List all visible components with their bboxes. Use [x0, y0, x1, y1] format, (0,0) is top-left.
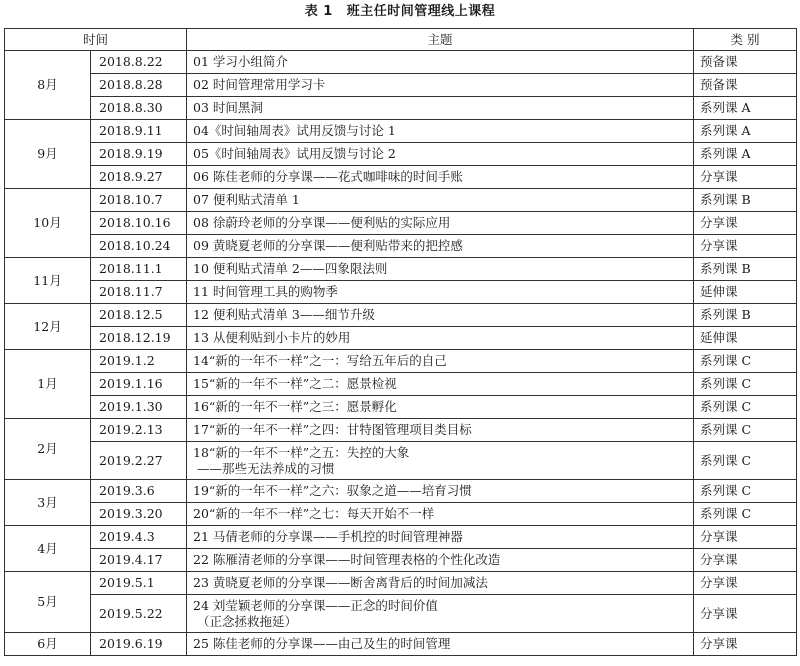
date-cell: 2019.2.13 — [91, 419, 187, 442]
table-row — [5, 281, 797, 304]
category-cell: 系列课 C — [694, 442, 797, 480]
category-cell: 系列课 B — [694, 304, 797, 327]
topic-text: 14“新的一年不一样”之一：写给五年后的自己 — [193, 353, 447, 368]
header-category: 类 别 — [694, 29, 797, 51]
topic-cell — [187, 212, 694, 235]
topic-text: 10 便利贴式清单 2——四象限法则 — [193, 261, 388, 276]
topic-text: 15“新的一年不一样”之二：愿景检视 — [193, 376, 397, 391]
month-cell: 3月 — [5, 480, 91, 526]
topic-text: 12 便利贴式清单 3——细节升级 — [193, 307, 375, 322]
date-cell: 2018.11.1 — [91, 258, 187, 281]
category-cell: 分享课 — [694, 526, 797, 549]
date-cell: 2018.8.22 — [91, 51, 187, 74]
topic-text: 25 陈佳老师的分享课——由己及生的时间管理 — [193, 636, 451, 651]
table-row — [5, 350, 797, 373]
topic-cell — [187, 526, 694, 549]
category-cell: 系列课 C — [694, 419, 797, 442]
topic-text: 04《时间轴周表》试用反馈与讨论 1 — [193, 123, 396, 138]
category-cell: 系列课 C — [694, 396, 797, 419]
header-row — [5, 29, 797, 51]
category-cell: 预备课 — [694, 74, 797, 97]
table-row — [5, 442, 797, 480]
category-cell: 系列课 B — [694, 258, 797, 281]
date-cell: 2019.5.22 — [91, 595, 187, 633]
category-cell: 分享课 — [694, 212, 797, 235]
topic-cell — [187, 281, 694, 304]
category-cell: 系列课 A — [694, 143, 797, 166]
topic-text: 13 从便利贴到小卡片的妙用 — [193, 330, 351, 345]
date-cell: 2018.8.30 — [91, 97, 187, 120]
date-cell: 2019.3.20 — [91, 503, 187, 526]
category-cell: 分享课 — [694, 572, 797, 595]
month-cell: 9月 — [5, 120, 91, 189]
category-cell: 分享课 — [694, 549, 797, 572]
topic-text: 02 时间管理常用学习卡 — [193, 77, 326, 92]
category-cell: 系列课 B — [694, 189, 797, 212]
month-cell: 5月 — [5, 572, 91, 633]
table-row — [5, 572, 797, 595]
topic-cell — [187, 143, 694, 166]
topic-text-line2: ——那些无法养成的习惯 — [197, 460, 335, 476]
table-row — [5, 74, 797, 97]
topic-text: 19“新的一年不一样”之六：驭象之道——培育习惯 — [193, 483, 472, 498]
date-cell: 2019.5.1 — [91, 572, 187, 595]
topic-cell — [187, 595, 694, 633]
category-cell: 系列课 C — [694, 503, 797, 526]
topic-cell — [187, 503, 694, 526]
category-cell: 系列课 C — [694, 373, 797, 396]
month-cell: 2月 — [5, 419, 91, 480]
topic-text: 22 陈雁清老师的分享课——时间管理表格的个性化改造 — [193, 552, 501, 567]
table-row — [5, 503, 797, 526]
date-cell: 2019.1.16 — [91, 373, 187, 396]
category-cell: 延伸课 — [694, 281, 797, 304]
topic-text: 03 时间黑洞 — [193, 100, 263, 115]
topic-text: 24 刘莹颖老师的分享课——正念的时间价值 — [193, 597, 438, 613]
month-cell: 12月 — [5, 304, 91, 350]
table-row — [5, 97, 797, 120]
month-cell: 11月 — [5, 258, 91, 304]
topic-cell — [187, 235, 694, 258]
table-row — [5, 419, 797, 442]
topic-cell — [187, 51, 694, 74]
date-cell: 2018.10.16 — [91, 212, 187, 235]
topic-cell — [187, 258, 694, 281]
date-cell: 2019.1.30 — [91, 396, 187, 419]
date-cell: 2018.8.28 — [91, 74, 187, 97]
date-cell: 2018.12.19 — [91, 327, 187, 350]
date-cell: 2019.2.27 — [91, 442, 187, 480]
table-caption — [0, 0, 800, 24]
month-cell: 8月 — [5, 51, 91, 120]
date-cell: 2019.4.17 — [91, 549, 187, 572]
table-row — [5, 258, 797, 281]
category-cell: 预备课 — [694, 51, 797, 74]
header-time: 时间 — [5, 29, 187, 51]
topic-cell — [187, 74, 694, 97]
topic-cell — [187, 442, 694, 480]
topic-cell — [187, 373, 694, 396]
category-cell: 分享课 — [694, 235, 797, 258]
category-cell: 分享课 — [694, 633, 797, 656]
topic-cell — [187, 166, 694, 189]
category-cell: 系列课 C — [694, 350, 797, 373]
topic-text: 05《时间轴周表》试用反馈与讨论 2 — [193, 146, 396, 161]
topic-text: 07 便利贴式清单 1 — [193, 192, 300, 207]
topic-cell — [187, 304, 694, 327]
table-row — [5, 212, 797, 235]
topic-cell — [187, 97, 694, 120]
topic-cell — [187, 350, 694, 373]
month-cell: 6月 — [5, 633, 91, 656]
category-cell: 延伸课 — [694, 327, 797, 350]
category-cell: 系列课 A — [694, 97, 797, 120]
topic-cell — [187, 633, 694, 656]
topic-cell — [187, 396, 694, 419]
date-cell: 2019.3.6 — [91, 480, 187, 503]
table-row — [5, 327, 797, 350]
topic-text: 18“新的一年不一样”之五：失控的大象 — [193, 444, 410, 460]
topic-text: 11 时间管理工具的购物季 — [193, 284, 338, 299]
topic-text: 06 陈佳老师的分享课——花式咖啡味的时间手账 — [193, 169, 463, 184]
topic-cell — [187, 549, 694, 572]
header-topic: 主题 — [187, 29, 694, 51]
month-cell: 4月 — [5, 526, 91, 572]
date-cell: 2019.6.19 — [91, 633, 187, 656]
topic-text: 09 黄晓夏老师的分享课——便利贴带来的把控感 — [193, 238, 463, 253]
month-cell: 1月 — [5, 350, 91, 419]
table-row — [5, 51, 797, 74]
topic-text-line2: （正念拯救拖延） — [197, 613, 298, 629]
category-cell: 分享课 — [694, 595, 797, 633]
category-cell: 系列课 A — [694, 120, 797, 143]
topic-cell — [187, 189, 694, 212]
date-cell: 2018.12.5 — [91, 304, 187, 327]
month-cell: 10月 — [5, 189, 91, 258]
date-cell: 2019.1.2 — [91, 350, 187, 373]
table-row — [5, 304, 797, 327]
table-row — [5, 633, 797, 656]
table-row — [5, 373, 797, 396]
topic-text: 23 黄晓夏老师的分享课——断舍离背后的时间加减法 — [193, 575, 488, 590]
table-row — [5, 235, 797, 258]
table-row — [5, 549, 797, 572]
date-cell: 2018.9.19 — [91, 143, 187, 166]
date-cell: 2018.10.24 — [91, 235, 187, 258]
table-row — [5, 396, 797, 419]
table-row — [5, 120, 797, 143]
date-cell: 2018.10.7 — [91, 189, 187, 212]
topic-text: 16“新的一年不一样”之三：愿景孵化 — [193, 399, 397, 414]
topic-cell — [187, 327, 694, 350]
table-row — [5, 143, 797, 166]
table-row — [5, 166, 797, 189]
topic-cell — [187, 419, 694, 442]
table-title: 班主任时间管理线上课程 — [346, 4, 496, 19]
table-body — [5, 51, 797, 656]
table-row — [5, 526, 797, 549]
table-row — [5, 595, 797, 633]
date-cell: 2018.9.11 — [91, 120, 187, 143]
date-cell: 2018.9.27 — [91, 166, 187, 189]
topic-cell — [187, 480, 694, 503]
topic-text: 01 学习小组简介 — [193, 54, 288, 69]
table-number: 表 1 — [304, 4, 333, 19]
topic-cell — [187, 572, 694, 595]
topic-text: 08 徐蔚玲老师的分享课——便利贴的实际应用 — [193, 215, 451, 230]
topic-text: 17“新的一年不一样”之四：甘特图管理项目类目标 — [193, 422, 472, 437]
topic-cell — [187, 120, 694, 143]
course-table — [4, 28, 797, 656]
table-row — [5, 480, 797, 503]
date-cell: 2019.4.3 — [91, 526, 187, 549]
category-cell: 分享课 — [694, 166, 797, 189]
topic-text: 20“新的一年不一样”之七：每天开始不一样 — [193, 506, 435, 521]
category-cell: 系列课 C — [694, 480, 797, 503]
table-row — [5, 189, 797, 212]
topic-text: 21 马倩老师的分享课——手机控的时间管理神器 — [193, 529, 463, 544]
date-cell: 2018.11.7 — [91, 281, 187, 304]
